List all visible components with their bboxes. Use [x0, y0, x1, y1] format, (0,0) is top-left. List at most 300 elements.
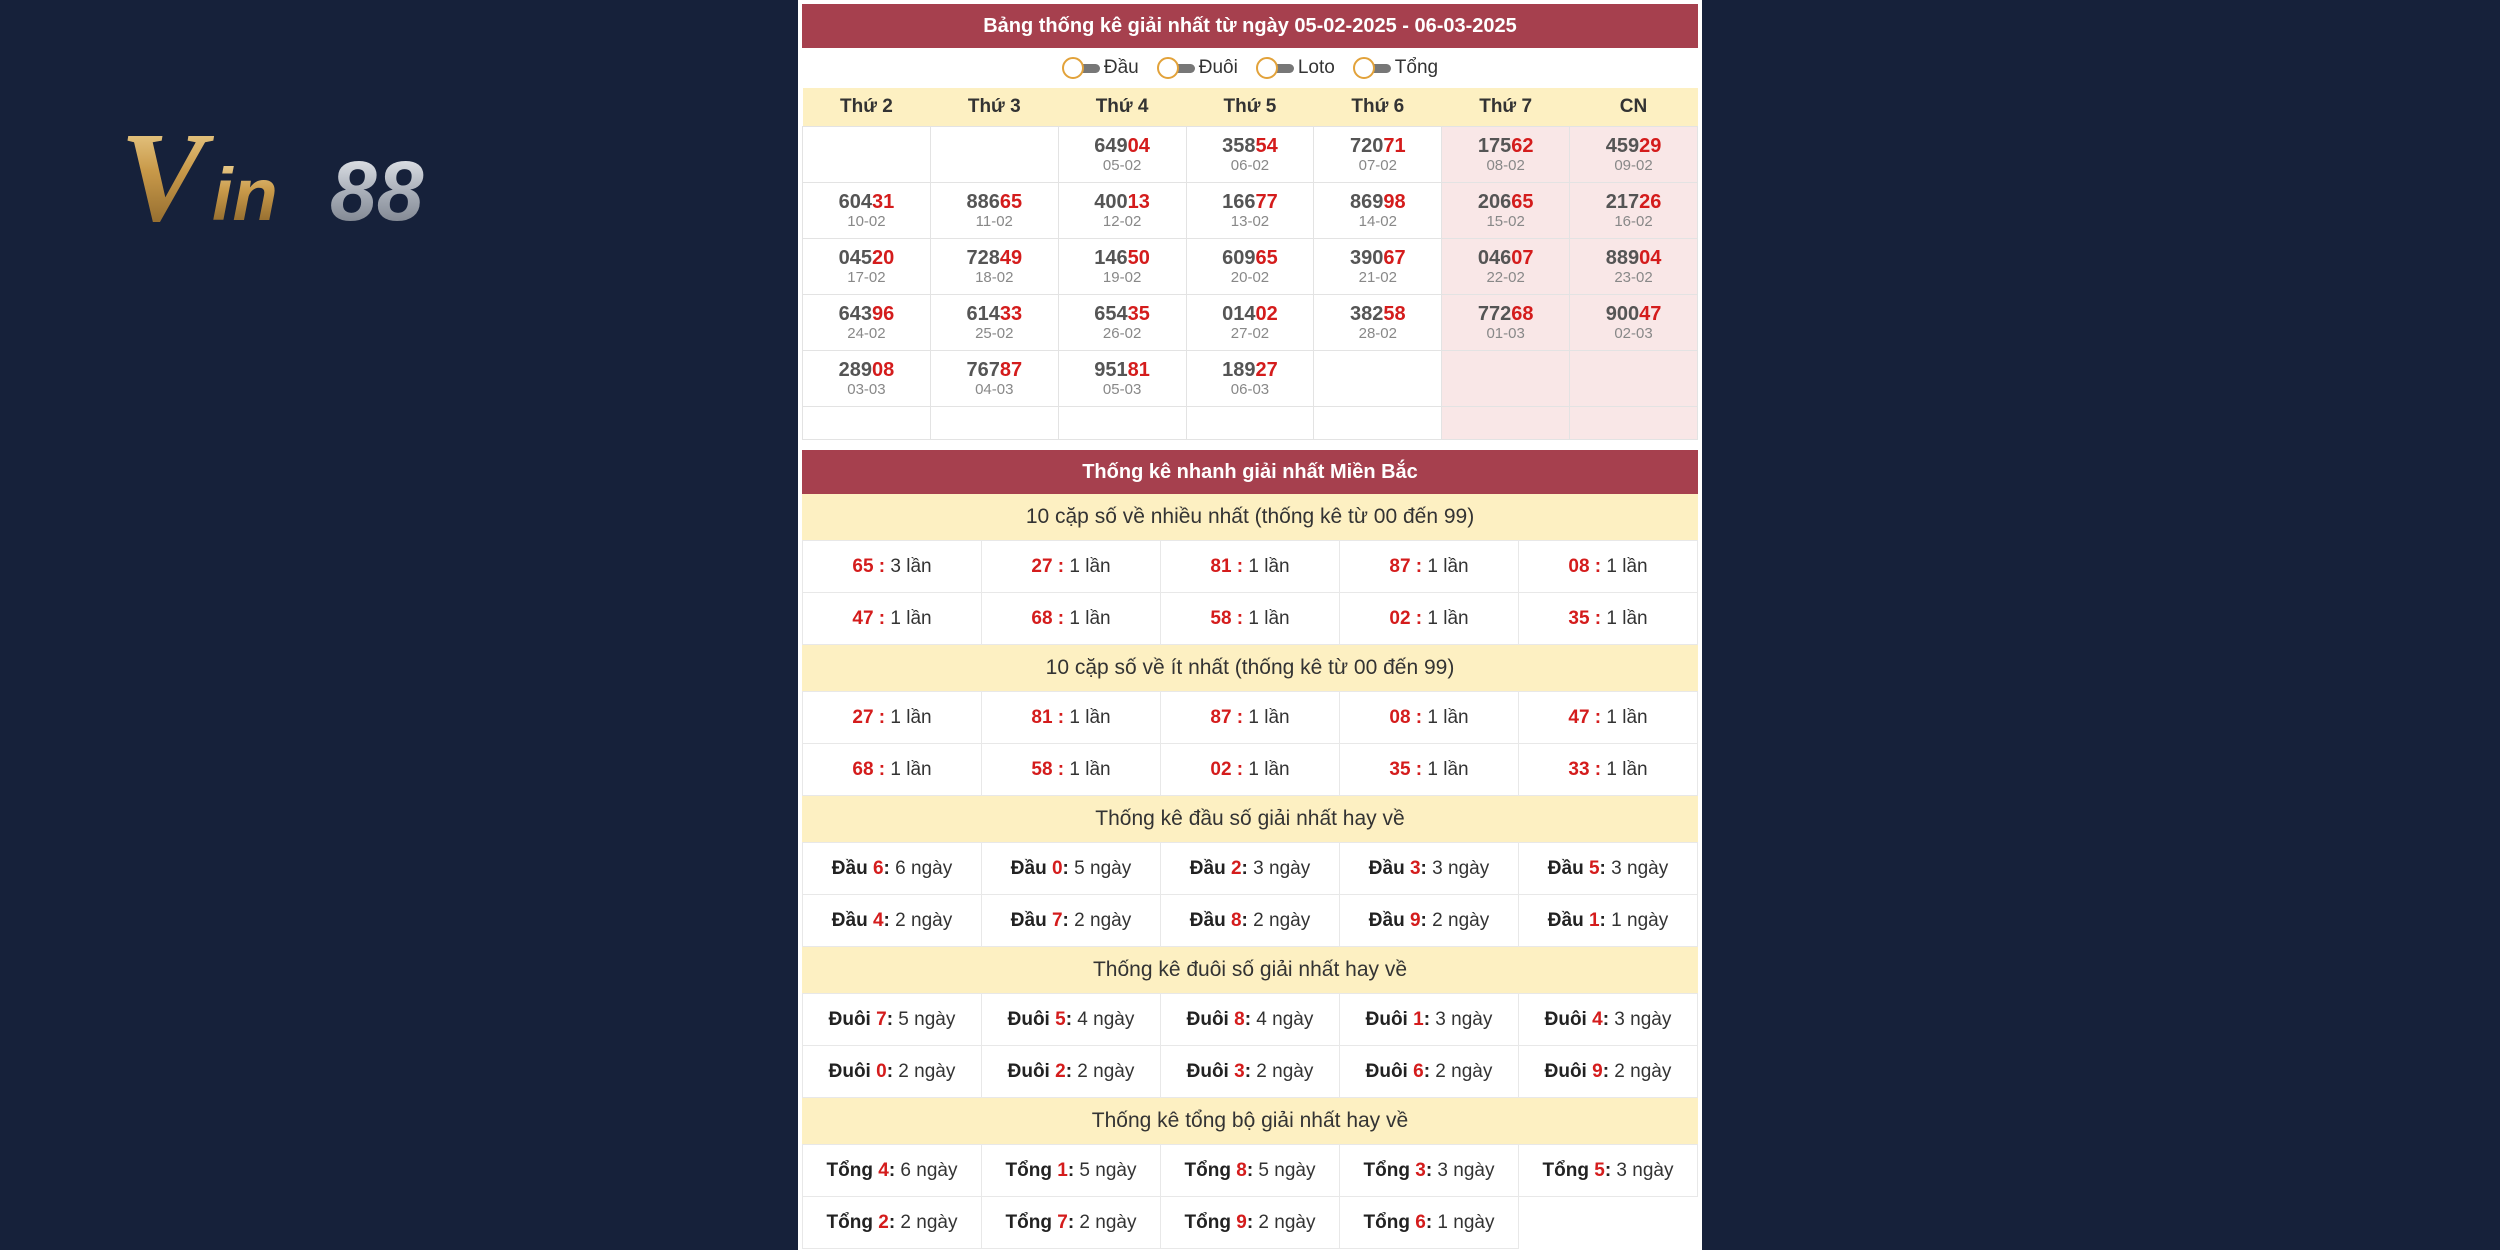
toggle-label: Đầu	[1103, 57, 1139, 78]
stat-colon: :	[1604, 1159, 1612, 1181]
stat-colon: :	[886, 1060, 894, 1082]
svg-text:88: 88	[330, 144, 424, 236]
stats-item: 08 : 1 lần	[1519, 541, 1698, 593]
stats-item: 27 : 1 lần	[803, 692, 982, 744]
result-date: 09-02	[1614, 156, 1653, 174]
result-number: 95181	[1094, 358, 1150, 381]
stat-label: Đuôi	[828, 1060, 877, 1082]
calendar-cell	[1570, 239, 1698, 295]
result-number: 38258	[1349, 302, 1406, 325]
stat-colon: :	[1244, 1060, 1252, 1082]
stat-digit: 4	[1592, 1008, 1603, 1030]
calendar-cell	[1314, 351, 1442, 407]
stats-item: Đuôi 1: 3 ngày	[1340, 994, 1519, 1046]
stat-colon: :	[1067, 1211, 1075, 1233]
stats-item: Đầu 2: 3 ngày	[1161, 843, 1340, 895]
result-tail: 13	[1127, 190, 1150, 213]
result-date: 26-02	[1102, 324, 1142, 342]
calendar-title: Bảng thống kê giải nhất từ ngày 05-02-2025 - 06-03-2025	[802, 4, 1698, 48]
weekday-header: Thứ 4	[1058, 88, 1186, 127]
stat-digit: 1	[1413, 1008, 1424, 1030]
result-tail: 81	[1127, 358, 1150, 381]
stats-item: Tổng 8: 5 ngày	[1161, 1145, 1340, 1197]
stats-row	[803, 895, 1698, 947]
result-date: 11-02	[975, 212, 1013, 230]
stats-item: Tổng 5: 3 ngày	[1519, 1145, 1698, 1197]
result-date: 02-03	[1614, 324, 1653, 342]
stats-section-title: 10 cặp số về ít nhất (thống kê từ 00 đến 99)	[802, 645, 1698, 691]
stat-label: Đầu	[1010, 857, 1052, 879]
statistics-panel	[798, 0, 1702, 1250]
stat-colon: :	[1602, 1060, 1610, 1082]
pair-number: 08	[1389, 706, 1411, 728]
weekday-header: CN	[1570, 88, 1698, 127]
stats-grid	[802, 540, 1698, 645]
result-number: 01402	[1222, 302, 1278, 325]
stat-digit: 7	[1057, 1211, 1068, 1233]
calendar-cell	[1186, 127, 1314, 183]
stats-item: Đuôi 2: 2 ngày	[982, 1046, 1161, 1098]
stats-item: 68 : 1 lần	[803, 744, 982, 796]
stats-item: Đuôi 6: 2 ngày	[1340, 1046, 1519, 1098]
calendar-cell	[1058, 239, 1186, 295]
switch-knob	[1062, 57, 1084, 79]
result-date: 23-02	[1614, 268, 1653, 286]
svg-text:V: V	[120, 118, 206, 236]
toggle-label: Tổng	[1394, 57, 1439, 78]
stats-grid	[802, 1144, 1698, 1249]
result-number: 64396	[838, 302, 895, 325]
calendar-cell	[803, 127, 931, 183]
result-tail: 04	[1127, 134, 1150, 157]
calendar-cell	[803, 351, 931, 407]
calendar-cell	[803, 183, 931, 239]
stat-colon: :	[1599, 857, 1606, 879]
stats-item: Đuôi 0: 2 ngày	[803, 1046, 982, 1098]
result-tail: 65	[999, 190, 1023, 213]
pair-number: 33	[1568, 758, 1590, 780]
result-number: 20665	[1477, 190, 1534, 213]
result-number: 60431	[838, 190, 895, 213]
result-number: 64904	[1094, 134, 1150, 157]
stats-item: 02 : 1 lần	[1340, 593, 1519, 645]
toggle-tổng[interactable]	[1353, 57, 1438, 79]
calendar-cell	[1314, 295, 1442, 351]
toggle-đầu[interactable]	[1062, 57, 1139, 79]
result-tail: 50	[1127, 246, 1150, 269]
stats-item: Đầu 4: 2 ngày	[803, 895, 982, 947]
stats-item: Đầu 9: 2 ngày	[1340, 895, 1519, 947]
result-number: 35854	[1222, 134, 1278, 157]
stats-item: Tổng 2: 2 ngày	[803, 1197, 982, 1249]
stats-grid	[802, 993, 1698, 1098]
stats-empty	[1519, 1197, 1698, 1249]
weekday-header: Thứ 6	[1314, 88, 1442, 127]
calendar-cell	[1442, 183, 1570, 239]
result-tail: 08	[871, 358, 895, 381]
stat-colon: :	[1599, 909, 1606, 931]
result-tail: 54	[1255, 134, 1278, 157]
stats-title: Thống kê nhanh giải nhất Miền Bắc	[802, 450, 1698, 494]
stat-digit: 8	[1236, 1159, 1247, 1181]
stat-label: Đầu	[831, 857, 873, 879]
result-number: 65435	[1094, 302, 1150, 325]
stats-row	[803, 744, 1698, 796]
result-date: 07-02	[1358, 156, 1397, 174]
stat-digit: 0	[876, 1060, 887, 1082]
result-date: 06-03	[1230, 380, 1270, 398]
stat-colon: :	[1423, 1060, 1431, 1082]
stats-section-title: Thống kê tổng bộ giải nhất hay về	[802, 1098, 1698, 1144]
result-tail: 31	[871, 190, 895, 213]
result-date: 05-02	[1102, 156, 1142, 174]
stats-item: 35 : 1 lần	[1519, 593, 1698, 645]
calendar-cell	[1570, 127, 1698, 183]
pair-number: 47	[1568, 706, 1590, 728]
stat-colon: :	[883, 857, 890, 879]
stat-colon: :	[1425, 1159, 1433, 1181]
result-date: 12-02	[1102, 212, 1142, 230]
stats-item: 08 : 1 lần	[1340, 692, 1519, 744]
result-date: 08-02	[1486, 156, 1525, 174]
calendar-row	[803, 407, 1698, 440]
switch-knob	[1157, 57, 1179, 79]
stat-digit: 3	[1409, 857, 1421, 879]
result-tail: 07	[1511, 246, 1534, 269]
result-date: 24-02	[847, 324, 886, 342]
result-number: 21726	[1605, 190, 1662, 213]
calendar-cell	[1570, 407, 1698, 440]
toggle-label: Đuôi	[1198, 57, 1238, 78]
result-date: 06-02	[1230, 156, 1270, 174]
stat-label: Tổng	[1542, 1159, 1595, 1181]
stat-colon: :	[1246, 1159, 1254, 1181]
result-date: 20-02	[1230, 268, 1270, 286]
toggle-loto[interactable]	[1256, 57, 1335, 79]
stats-item: Tổng 3: 3 ngày	[1340, 1145, 1519, 1197]
stats-item: Tổng 9: 2 ngày	[1161, 1197, 1340, 1249]
calendar-cell	[1314, 239, 1442, 295]
toggle-switch[interactable]	[1353, 57, 1393, 79]
result-number: 88665	[966, 190, 1023, 213]
stat-colon: :	[1420, 857, 1427, 879]
stat-label: Đầu	[1547, 909, 1589, 931]
result-tail: 33	[999, 302, 1023, 325]
stats-item: 58 : 1 lần	[1161, 593, 1340, 645]
result-tail: 67	[1383, 246, 1406, 269]
result-date: 04-03	[975, 380, 1014, 398]
calendar-cell	[1186, 183, 1314, 239]
stat-digit: 8	[1230, 909, 1242, 931]
result-tail: 77	[1255, 190, 1278, 213]
pair-number: 02	[1210, 758, 1232, 780]
pair-number: 68	[852, 758, 874, 780]
result-tail: 29	[1639, 134, 1662, 157]
result-number: 86998	[1349, 190, 1406, 213]
result-tail: 49	[999, 246, 1023, 269]
stat-colon: :	[1420, 909, 1427, 931]
result-date: 16-02	[1614, 212, 1653, 230]
stat-label: Đầu	[1368, 857, 1410, 879]
weekday-header: Thứ 7	[1442, 88, 1570, 127]
pair-number: 35	[1568, 607, 1590, 629]
stats-item: Đầu 5: 3 ngày	[1519, 843, 1698, 895]
result-tail: 65	[1511, 190, 1534, 213]
stats-item: 02 : 1 lần	[1161, 744, 1340, 796]
stats-item: 65 : 3 lần	[803, 541, 982, 593]
result-number: 18927	[1222, 358, 1278, 381]
stats-item: 47 : 1 lần	[1519, 692, 1698, 744]
result-tail: 26	[1639, 190, 1662, 213]
calendar-cell	[1442, 351, 1570, 407]
result-number: 16677	[1222, 190, 1278, 213]
stat-digit: 9	[1592, 1060, 1603, 1082]
stat-colon: :	[1602, 1008, 1610, 1030]
stats-item: 58 : 1 lần	[982, 744, 1161, 796]
calendar-cell	[1570, 351, 1698, 407]
result-date: 14-02	[1358, 212, 1397, 230]
result-date: 28-02	[1358, 324, 1397, 342]
stat-digit: 7	[1051, 909, 1063, 931]
stat-label: Đuôi	[1007, 1008, 1056, 1030]
stats-item: Tổng 7: 2 ngày	[982, 1197, 1161, 1249]
result-number: 90047	[1605, 302, 1662, 325]
stats-grid	[802, 842, 1698, 947]
result-tail: 20	[871, 246, 895, 269]
pair-number: 65	[852, 555, 874, 577]
result-number: 77268	[1477, 302, 1534, 325]
calendar-cell	[1058, 183, 1186, 239]
result-date: 05-03	[1102, 380, 1142, 398]
stat-colon: :	[1246, 1211, 1254, 1233]
pair-number: 27	[1031, 555, 1053, 577]
result-number: 04607	[1477, 246, 1534, 269]
stats-item: 27 : 1 lần	[982, 541, 1161, 593]
toggle-switch[interactable]	[1157, 57, 1197, 79]
result-number: 17562	[1477, 134, 1534, 157]
stat-digit: 5	[1594, 1159, 1605, 1181]
result-tail: 35	[1127, 302, 1150, 325]
stats-item: Đầu 1: 1 ngày	[1519, 895, 1698, 947]
svg-text:in: in	[212, 153, 278, 236]
stat-digit: 1	[1057, 1159, 1068, 1181]
stat-digit: 9	[1409, 909, 1421, 931]
stat-label: Tổng	[826, 1211, 879, 1233]
calendar-cell	[1442, 127, 1570, 183]
toggle-switch[interactable]	[1256, 57, 1296, 79]
calendar-row	[803, 351, 1698, 407]
stat-colon: :	[888, 1159, 896, 1181]
stat-digit: 5	[1055, 1008, 1066, 1030]
result-date: 03-03	[847, 380, 886, 398]
calendar-cell	[1058, 127, 1186, 183]
stats-item: Đầu 7: 2 ngày	[982, 895, 1161, 947]
toggle-label: Loto	[1297, 57, 1335, 78]
stats-item: Đầu 6: 6 ngày	[803, 843, 982, 895]
result-date: 17-02	[847, 268, 886, 286]
stat-colon: :	[888, 1211, 896, 1233]
result-tail: 04	[1639, 246, 1662, 269]
stats-grid	[802, 691, 1698, 796]
stats-item: Tổng 1: 5 ngày	[982, 1145, 1161, 1197]
stats-item: 35 : 1 lần	[1340, 744, 1519, 796]
stat-digit: 9	[1236, 1211, 1247, 1233]
stats-item: Đuôi 5: 4 ngày	[982, 994, 1161, 1046]
pair-number: 08	[1568, 555, 1590, 577]
calendar-cell	[1570, 295, 1698, 351]
calendar-cell	[1314, 183, 1442, 239]
result-tail: 87	[999, 358, 1023, 381]
view-toggles	[802, 48, 1698, 88]
stat-digit: 3	[1415, 1159, 1426, 1181]
result-number: 04520	[838, 246, 895, 269]
result-date: 13-02	[1230, 212, 1270, 230]
calendar-cell	[1570, 183, 1698, 239]
calendar-cell	[1058, 351, 1186, 407]
result-number: 61433	[966, 302, 1023, 325]
result-date: 18-02	[975, 268, 1014, 286]
stats-row	[803, 994, 1698, 1046]
stat-digit: 4	[872, 909, 884, 931]
calendar-cell	[930, 127, 1058, 183]
result-tail: 96	[871, 302, 895, 325]
stat-label: Tổng	[1363, 1211, 1416, 1233]
stat-label: Đầu	[1189, 857, 1231, 879]
stats-row	[803, 593, 1698, 645]
result-tail: 98	[1383, 190, 1406, 213]
vin88-logo	[120, 118, 490, 236]
pair-number: 81	[1210, 555, 1232, 577]
stat-colon: :	[883, 909, 890, 931]
stats-item: Đuôi 8: 4 ngày	[1161, 994, 1340, 1046]
result-number: 88904	[1605, 246, 1662, 269]
stat-label: Đuôi	[828, 1008, 877, 1030]
stats-section-title: 10 cặp số về nhiều nhất (thống kê từ 00 đến 99)	[802, 494, 1698, 540]
calendar-cell	[1058, 407, 1186, 440]
result-number: 39067	[1349, 246, 1406, 269]
pair-number: 58	[1031, 758, 1053, 780]
stats-item: 87 : 1 lần	[1161, 692, 1340, 744]
calendar-cell	[803, 239, 931, 295]
calendar-cell	[1442, 407, 1570, 440]
toggle-switch[interactable]	[1062, 57, 1102, 79]
stat-label: Đầu	[1010, 909, 1052, 931]
stat-colon: :	[1062, 857, 1069, 879]
stat-label: Tổng	[1005, 1211, 1058, 1233]
weekday-header: Thứ 3	[930, 88, 1058, 127]
switch-knob	[1353, 57, 1375, 79]
stats-item: Đuôi 4: 3 ngày	[1519, 994, 1698, 1046]
result-number: 60965	[1222, 246, 1278, 269]
stat-label: Đầu	[1368, 909, 1410, 931]
stat-digit: 3	[1234, 1060, 1245, 1082]
result-tail: 02	[1255, 302, 1278, 325]
result-tail: 47	[1639, 302, 1662, 325]
stat-label: Đuôi	[1544, 1008, 1593, 1030]
stat-label: Đầu	[1189, 909, 1231, 931]
result-number: 72849	[966, 246, 1023, 269]
calendar-cell	[1186, 351, 1314, 407]
calendar-row	[803, 127, 1698, 183]
calendar-cell	[1186, 407, 1314, 440]
calendar-cell	[930, 295, 1058, 351]
pair-number: 47	[852, 607, 874, 629]
result-number: 72071	[1349, 134, 1406, 157]
stats-item: Đuôi 7: 5 ngày	[803, 994, 982, 1046]
switch-knob	[1256, 57, 1278, 79]
result-date: 15-02	[1486, 212, 1525, 230]
calendar-cell	[1058, 295, 1186, 351]
stats-item: Tổng 4: 6 ngày	[803, 1145, 982, 1197]
pair-number: 35	[1389, 758, 1411, 780]
stats-item: 33 : 1 lần	[1519, 744, 1698, 796]
stat-colon: :	[886, 1008, 894, 1030]
stats-item: 81 : 1 lần	[1161, 541, 1340, 593]
stats-row	[803, 692, 1698, 744]
calendar-cell	[803, 295, 931, 351]
stats-item: Đuôi 3: 2 ngày	[1161, 1046, 1340, 1098]
calendar-cell	[1186, 295, 1314, 351]
calendar-cell	[930, 183, 1058, 239]
pair-number: 87	[1210, 706, 1232, 728]
stat-digit: 5	[1588, 857, 1600, 879]
stats-item: 87 : 1 lần	[1340, 541, 1519, 593]
stats-row	[803, 1046, 1698, 1098]
calendar-cell	[1442, 239, 1570, 295]
stat-digit: 7	[876, 1008, 887, 1030]
stat-label: Đầu	[831, 909, 873, 931]
weekday-header: Thứ 2	[803, 88, 931, 127]
stats-item: 68 : 1 lần	[982, 593, 1161, 645]
stat-colon: :	[1065, 1060, 1073, 1082]
result-number: 14650	[1094, 246, 1150, 269]
result-tail: 27	[1255, 358, 1278, 381]
result-date: 25-02	[975, 324, 1014, 342]
stat-colon: :	[1425, 1211, 1433, 1233]
stat-label: Đuôi	[1007, 1060, 1056, 1082]
result-date: 27-02	[1230, 324, 1270, 342]
stat-label: Đầu	[1547, 857, 1589, 879]
stats-row	[803, 1145, 1698, 1197]
pair-number: 81	[1031, 706, 1053, 728]
result-date: 22-02	[1486, 268, 1525, 286]
calendar-cell	[1314, 407, 1442, 440]
stats-item: Đầu 3: 3 ngày	[1340, 843, 1519, 895]
stat-digit: 6	[1413, 1060, 1424, 1082]
stat-label: Đuôi	[1186, 1008, 1235, 1030]
pair-number: 58	[1210, 607, 1232, 629]
pair-number: 02	[1389, 607, 1411, 629]
result-date: 10-02	[847, 212, 886, 230]
toggle-đuôi[interactable]	[1157, 57, 1238, 79]
stats-item: Đầu 0: 5 ngày	[982, 843, 1161, 895]
stat-colon: :	[1062, 909, 1069, 931]
result-tail: 71	[1383, 134, 1406, 157]
stat-colon: :	[1241, 909, 1248, 931]
stat-label: Đuôi	[1186, 1060, 1235, 1082]
result-tail: 65	[1255, 246, 1278, 269]
result-number: 28908	[838, 358, 895, 381]
calendar-row	[803, 239, 1698, 295]
calendar-cell	[1186, 239, 1314, 295]
stat-label: Tổng	[826, 1159, 879, 1181]
stat-digit: 8	[1234, 1008, 1245, 1030]
stat-colon: :	[1067, 1159, 1075, 1181]
stats-row	[803, 843, 1698, 895]
stats-item: 47 : 1 lần	[803, 593, 982, 645]
pair-number: 87	[1389, 555, 1411, 577]
stats-row	[803, 541, 1698, 593]
